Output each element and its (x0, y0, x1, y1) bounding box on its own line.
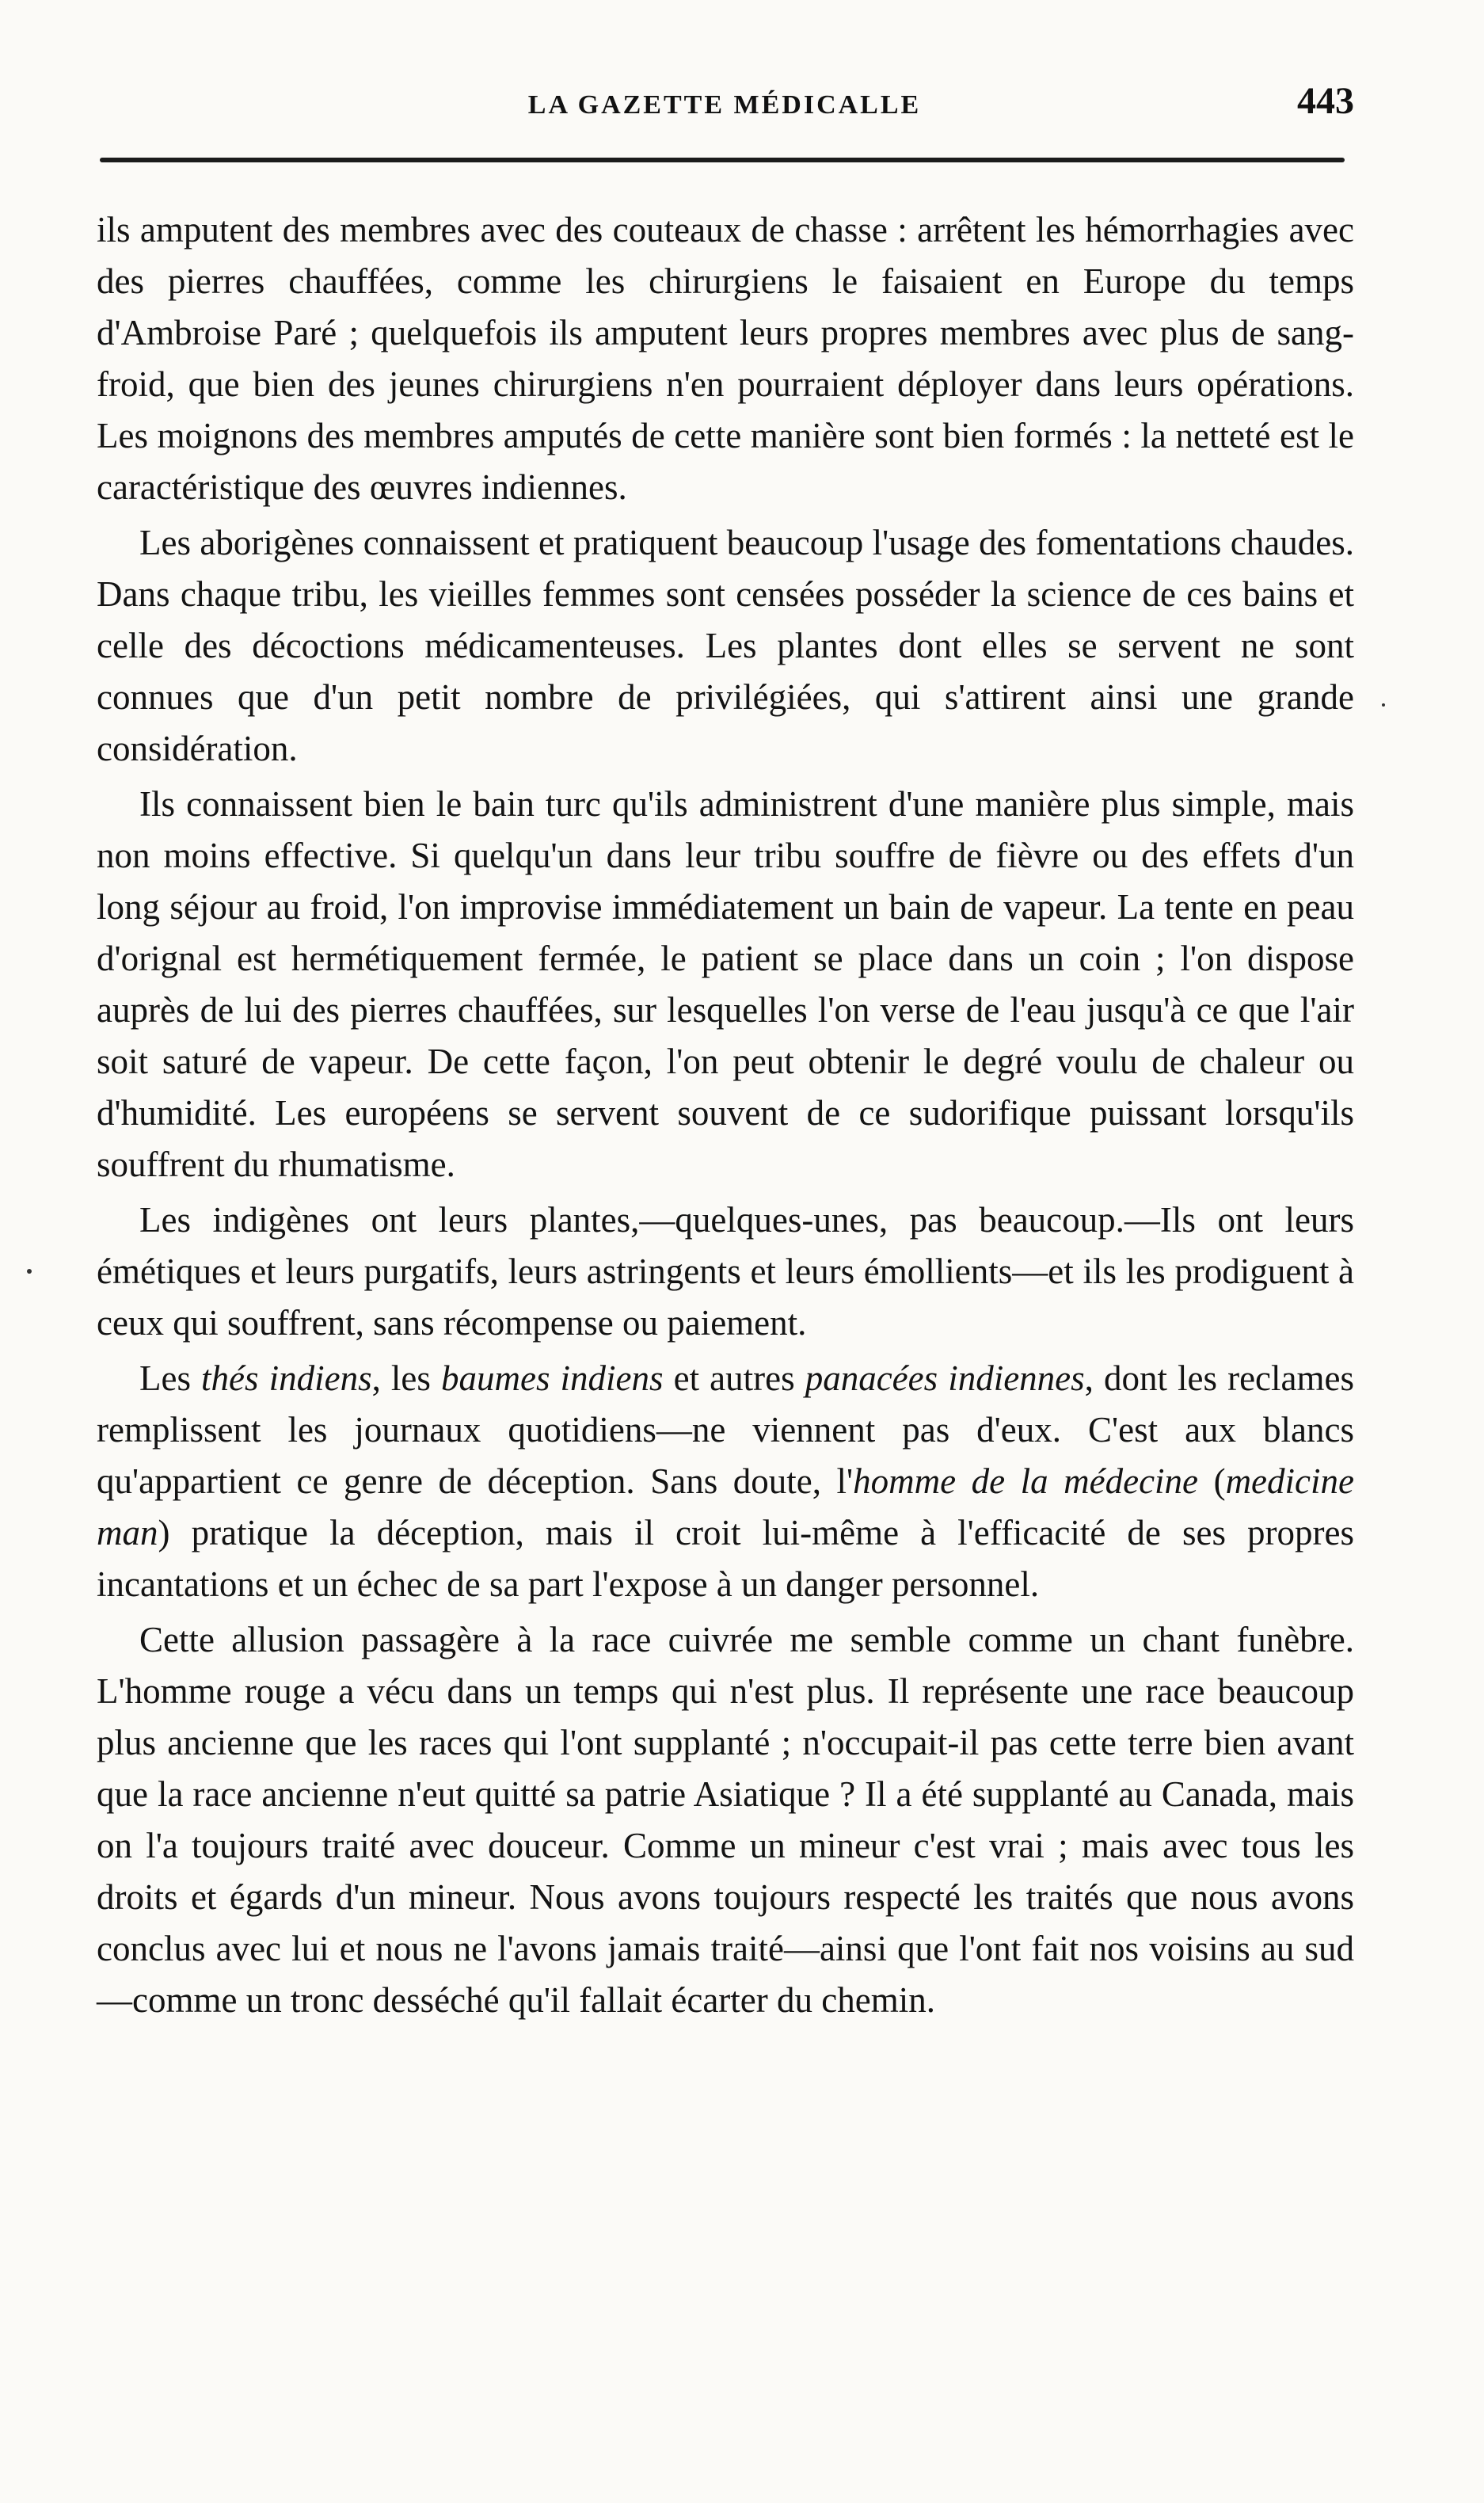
italic-phrase: medicine man (97, 1461, 1354, 1552)
running-head (95, 79, 1354, 135)
paragraph-turkish-bath: Ils connaissent bien le bain turc qu'ils administrent d'une manière plus simple, mais non moins effective. Si quelqu'un dans leur tribu souffre de fièvre ou des effets d'un long séjour au froid, l'on improvise immédiatement un bain de vapeur. La tente en peau d'orignal est hermétiquement fermée, le patient se place dans un coin ; l'on dispose auprès de lui des pierres chauffées, sur lesquelles l'on verse de l'eau jusqu'à ce que l'air soit saturé de vapeur. De cette façon, l'on peut obtenir le degré voulu de chaleur ou d'humidité. Les européens se servent souvent de ce sudorifique puissant lorsqu'ils souffrent du rhumatisme. (97, 784, 1354, 1184)
paragraph-fomentations: Les aborigènes connaissent et pratiquent beaucoup l'usage des fomentations chaudes. Dans chaque tribu, les vieilles femmes sont censées posséder la science de ces bains et celle des décoctions médicamenteuses. Les plantes dont elles se servent ne sont connues que d'un petit nombre de privilégiées, qui s'attirent ainsi une grande considération. (97, 523, 1354, 768)
italic-phrase: panacées indiennes (805, 1358, 1085, 1398)
body-text (97, 204, 1354, 2030)
text-run: ( (1198, 1461, 1226, 1501)
text-run: ) pratique la déception, mais il croit lui-même à l'efficacité de ses propres incantations et un échec de sa part l'expose à un danger personnel. (97, 1513, 1354, 1604)
paragraph-red-man: Cette allusion passagère à la race cuivrée me semble comme un chant funèbre. L'homme rouge a vécu dans un temps qui n'est plus. Il représente une race beaucoup plus ancienne que les races qui l'ont supplanté ; n'occupait-il pas cette terre bien avant que la race ancienne n'eut quitté sa patrie Asiatique ? Il a été supplanté au Canada, mais on l'a toujours traité avec douceur. Comme un mineur c'est vrai ; mais avec tous les droits et égards d'un mineur. Nous avons toujours respecté les traités que nous avons conclus avec lui et nous ne l'avons jamais traité—ainsi que l'ont fait nos voisins au sud—comme un tronc desséché qu'il fallait écarter du chemin. (97, 1620, 1354, 2020)
text-run: Les (139, 1358, 202, 1398)
print-speck (1382, 703, 1385, 707)
italic-phrase: baumes indiens (441, 1358, 664, 1398)
paragraph-amputation: ils amputent des membres avec des couteaux de chasse : arrêtent les hémorrhagies avec des pierres chauffées, comme les chirurgiens le faisaient en Europe du temps d'Ambroise Paré ; quelquefois ils amputent leurs propres membres avec plus de sang-froid, que bien des jeunes chirurgiens n'en pourraient déployer dans leurs opérations. Les moignons des membres amputés de cette manière sont bien formés : la netteté est le caractéristique des œuvres indiennes. (97, 210, 1354, 507)
header-rule (100, 158, 1345, 162)
text-run: , les (371, 1358, 441, 1398)
text-run: et autres (663, 1358, 805, 1398)
running-title: LA GAZETTE MÉDICALLE (527, 90, 922, 120)
text-run: , dont les reclames remplissent les journaux quotidiens—ne viennent pas d'eux. C'est aux blancs qu'appartient ce genre de déception. Sans doute, l' (97, 1358, 1354, 1501)
print-speck (27, 1269, 32, 1274)
paragraph-indian-remedies (97, 1353, 1354, 1610)
page-number: 443 (1297, 80, 1354, 122)
italic-phrase: homme de la médecine (853, 1461, 1199, 1501)
paragraph-plants: Les indigènes ont leurs plantes,—quelques-unes, pas beaucoup.—Ils ont leurs émétiques et leurs purgatifs, leurs astringents et leurs émollients—et ils les prodiguent à ceux qui souffrent, sans récompense ou paiement. (97, 1200, 1354, 1343)
italic-phrase: thés indiens (201, 1358, 372, 1398)
